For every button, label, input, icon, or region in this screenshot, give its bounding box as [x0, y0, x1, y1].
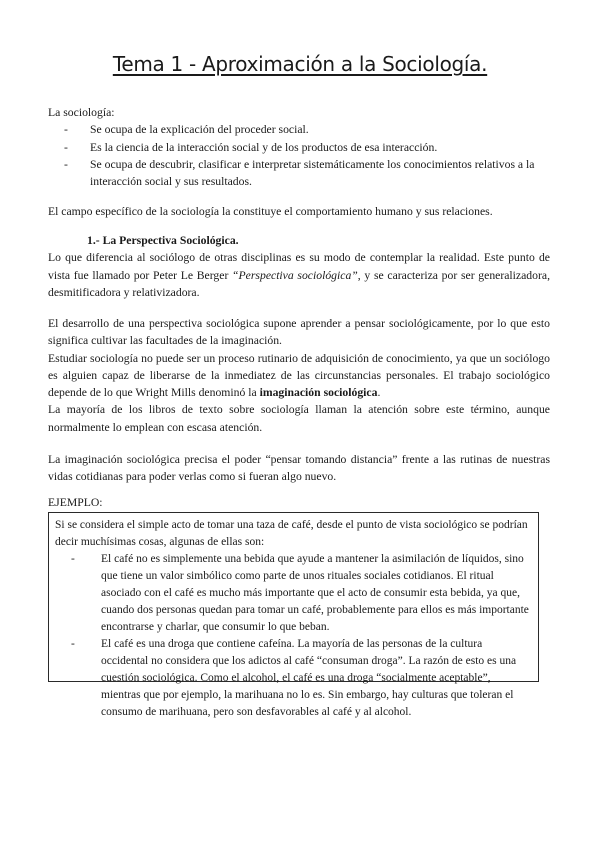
list-item [48, 156, 550, 191]
bullet-dash: - [64, 140, 68, 154]
example-label: EJEMPLO: [48, 496, 103, 509]
intro-section [48, 104, 550, 190]
section-desarrollo [48, 315, 550, 436]
section-heading: 1.- La Perspectiva Sociológica. [87, 234, 239, 247]
paragraph: La mayoría de los libros de texto sobre sociología llaman la atención sobre este término, aunque normalmente lo emplean con escasa atención. [48, 403, 550, 434]
paragraph-text: , y se caracteriza por ser generalizadora, desmitificadora y relativizadora. [48, 268, 550, 299]
list-item [55, 636, 532, 721]
bullet-text: Es la ciencia de la interacción social y de los productos de esa interacción. [90, 140, 438, 154]
paragraph-text: Lo que diferencia al sociólogo de otras disciplinas es su modo de contemplar la realidad. Este punto de vista fue llamado por Peter Le Berger [48, 251, 550, 282]
paragraph [48, 350, 550, 402]
bullet-text: Se ocupa de descubrir, clasificar e interpretar sistemáticamente los conocimientos relativos a la interacción social y sus resultados. [90, 157, 535, 189]
paragraph [48, 249, 550, 301]
section-perspectiva [48, 232, 550, 301]
bullet-dash: - [71, 553, 75, 565]
bold-term: imaginación sociológica [259, 386, 378, 400]
paragraph-imaginacion: La imaginación sociológica precisa el poder “pensar tomando distancia” frente a las rutinas de nuestras vidas cotidianas para poder verlas como si fueran algo nuevo. [48, 453, 550, 484]
bullet-dash: - [64, 123, 68, 137]
paragraph: El desarrollo de una perspectiva sociológica supone aprender a pensar sociológicamente, por lo que esto significa cultivar las facultades de la imaginación. [48, 317, 550, 348]
campo-paragraph: El campo específico de la sociología la constituye el comportamiento humano y sus relaciones. [48, 205, 493, 218]
bullet-text: El café es una droga que contiene cafeína. La mayoría de las personas de la cultura occidental no considera que los adictos al café “consuman droga”. La razón de esto es una cuestión sociológica. Como el alcohol, el café es una droga “socialmente aceptable”, mientras que por ejemplo, la marihuana no lo es. Sin embargo, hay culturas que toleran el consumo de marihuana, pero son desfavorables al café y al alcohol. [101, 638, 517, 718]
paragraph-text: Estudiar sociología no puede ser un proceso rutinario de adquisición de conocimiento, ya que un sociólogo es alguien capaz de liberarse de la inmediatez de las circunstancias personales. El trabajo sociológico depende de lo que Wright Mills denominó la [48, 351, 550, 400]
bullet-text: Se ocupa de la explicación del proceder social. [90, 123, 309, 137]
list-item [48, 121, 550, 138]
bullet-dash: - [71, 638, 75, 650]
paragraph-end: . [377, 386, 381, 400]
bullet-dash: - [64, 157, 68, 171]
intro-label: La sociología: [48, 106, 115, 119]
bullet-text: El café no es simplemente una bebida que ayude a mantener la asimilación de líquidos, sino que tiene un valor simbólico como parte de unos rituales sociales cotidianos. El ritual asociado con el café es mucho más importante que el acto de consumir esta bebida, ya que, cuando dos personas quedan para tomar un café, probablemente para ellos es más importante encontrarse y charlar, que consumir lo que beban. [101, 553, 529, 633]
list-item [48, 139, 550, 156]
example-intro: Si se considera el simple acto de tomar una taza de café, desde el punto de vista sociológico se podrían decir muchísimas cosas, algunas de ellas son: [55, 519, 528, 548]
quoted-term: “Perspectiva sociológica” [232, 268, 358, 282]
list-item [55, 551, 532, 636]
example-box [48, 512, 539, 718]
page-title: Tema 1 - Aproximación a la Sociología. [112, 52, 488, 76]
